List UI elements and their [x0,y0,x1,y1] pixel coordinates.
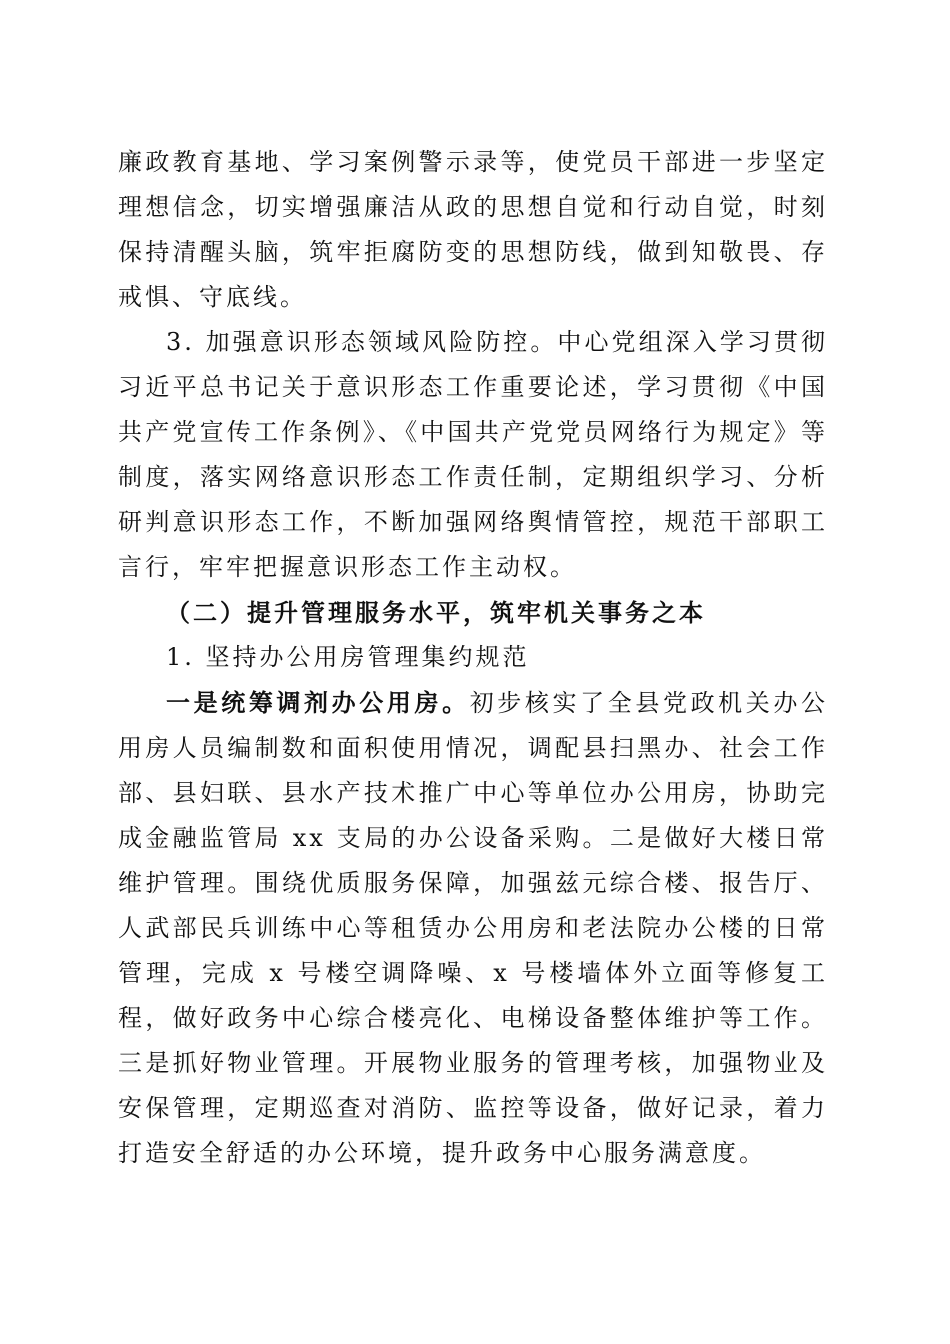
paragraph-integrity-education: 廉政教育基地、学习案例警示录等，使党员干部进一步坚定理想信念，切实增强廉洁从政的思想自觉和行动自觉，时刻保持清醒头脑，筑牢拒腐防变的思想防线，做到知敬畏、存戒惧、守底线。 [118,148,828,311]
paragraph-office-space-details [118,680,828,1176]
section-heading-management-service: （二）提升管理服务水平，筑牢机关事务之本 [166,598,706,627]
lead-phrase: 一是统筹调剂办公用房。 [166,688,470,717]
paragraph-ideology-risk-control: 3. 加强意识形态领域风险防控。中心党组深入学习贯彻习近平总书记关于意识形态工作重要论述，学习贯彻《中国共产党宣传工作条例》、《中国共产党党员网络行为规定》等制度，落实网络意识形态工作责任制，定期组织学习、分析研判意识形态工作，不断加强网络舆情管控，规范干部职工言行，牢牢把握意识形态工作主动权。 [118,328,828,581]
subheading-office-space-management: 1. 坚持办公用房管理集约规范 [166,643,530,671]
document-page [118,140,828,1176]
paragraph-body: 初步核实了全县党政机关办公用房人员编制数和面积使用情况，调配县扫黑办、社会工作部、县妇联、县水产技术推广中心等单位办公用房，协助完成金融监管局 xx 支局的办公设备采购。二是做好大楼日常维护管理。围绕优质服务保障，加强兹元综合楼、报告厅、人武部民兵训练中心等租赁办公用房和老法院办公楼的日常管理，完成 x 号楼空调降噪、x 号楼墙体外立面等修复工程，做好政务中心综合楼亮化、电梯设备整体维护等工作。三是抓好物业管理。开展物业服务的管理考核，加强物业及安保管理，定期巡查对消防、监控等设备，做好记录，着力打造安全舒适的办公环境，提升政务中心服务满意度。 [118,689,829,1167]
